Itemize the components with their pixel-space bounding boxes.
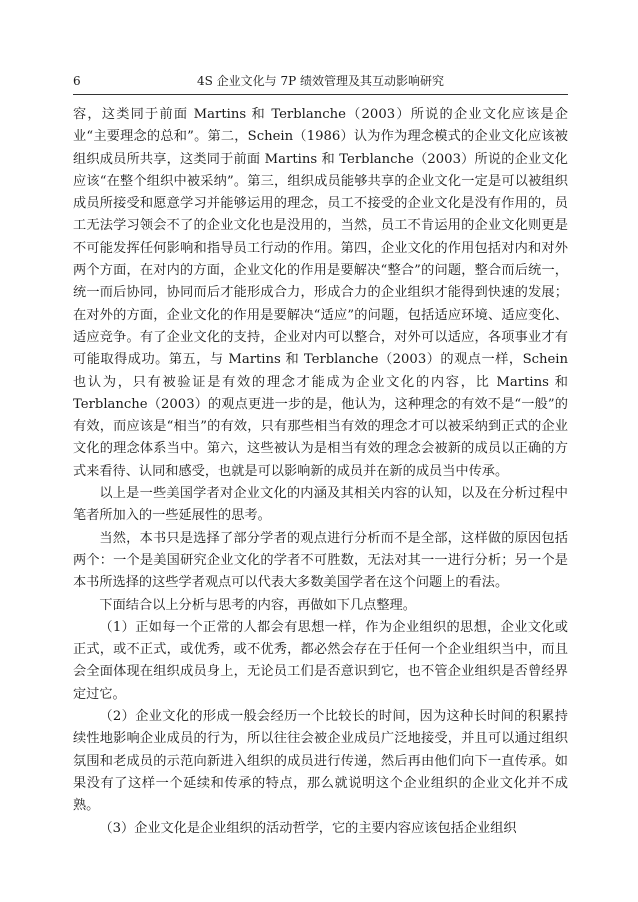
list-item: （3）企业文化是企业组织的活动哲学，它的主要内容应该包括企业组织 bbox=[99, 820, 517, 836]
paragraph: 下面结合以上分析与思考的内容，再做如下几点整理。 bbox=[99, 597, 416, 613]
page-header bbox=[73, 70, 568, 95]
running-title: 4S 企业文化与 7P 绩效管理及其互动影响研究 bbox=[196, 74, 444, 88]
paragraph: 容，这类同于前面 Martins 和 Terblanche（2003）所说的企业文化应该是企业“主要理念的总和”。第二，Schein（1986）认为作为理念模式的企业文化应该被组织成员所共享，这类同于前面 Martins 和 Terblanche（2003）所说的企业文化应该“在整个组织中被采纳”。第三，组织成员能够共享的企业文化一定是可以被组织成员所接受和愿意学习并能够运用的理念，员工不接受的企业文化是没有作用的，员工无法学习领会不了的企业文化也是没用的，当然，员工不肯运用的企业文化则更是不可能发挥任何影响和指导员工行动的作用。第四，企业文化的作用包括对内和对外两个方面，在对内的方面，企业文化的作用是要解决“整合”的问题，整合而后统一，统一而后协同，协同而后才能形成合力，形成合力的企业组织才能得到快速的发展；在对外的方面，企业文化的作用是要解决“适应”的问题，包括适应环境、适应变化、适应竞争。有了企业文化的支持，企业对内可以整合，对外可以适应，各项事业才有可能取得成功。第五，与 Martins 和 Terblanche（2003）的观点一样，Schein 也认为，只有被验证是有效的理念才能成为企业文化的内容，比 Martins 和 Terblanche（2003）的观点更进一步的是，他认为，这种理念的有效不是“一般”的有效，而应该是“相当”的有效，只有那些相当有效的理念才可以被采纳到正式的企业文化的理念体系当中。第六，这些被认为是相当有效的理念会被新的成员以正确的方式来看待、认同和感受，也就是可以影响新的成员并在新的成员当中传承。 bbox=[73, 107, 568, 479]
body-text bbox=[73, 104, 568, 840]
page-number: 6 bbox=[73, 74, 81, 88]
list-item: （2）企业文化的形成一般会经历一个比较长的时间，因为这种长时间的积累持续性地影响企业成员的行为，所以往往会被企业成员广泛地接受，并且可以通过组织氛围和老成员的示范向新进入组织的成员进行传递，然后再由他们向下一直传承。如果没有了这样一个延续和传承的特点，那么就说明这个企业组织的企业文化并不成熟。 bbox=[73, 709, 568, 814]
paragraph: 当然，本书只是选择了部分学者的观点进行分析而不是全部，这样做的原因包括两个：一个是美国研究企业文化的学者不可胜数，无法对其一一进行分析；另一个是本书所选择的这些学者观点可以代表大多数美国学者在这个问题上的看法。 bbox=[73, 530, 568, 591]
list-item: （1）正如每一个正常的人都会有思想一样，作为企业组织的思想，企业文化或正式，或不正式，或优秀，或不优秀，都必然会存在于任何一个企业组织当中，而且会全面体现在组织成员身上，无论员工们是否意识到它，也不管企业组织是否曾经界定过它。 bbox=[73, 619, 568, 702]
paragraph: 以上是一些美国学者对企业文化的内涵及其相关内容的认知，以及在分析过程中笔者所加入的一些延展性的思考。 bbox=[73, 486, 568, 524]
